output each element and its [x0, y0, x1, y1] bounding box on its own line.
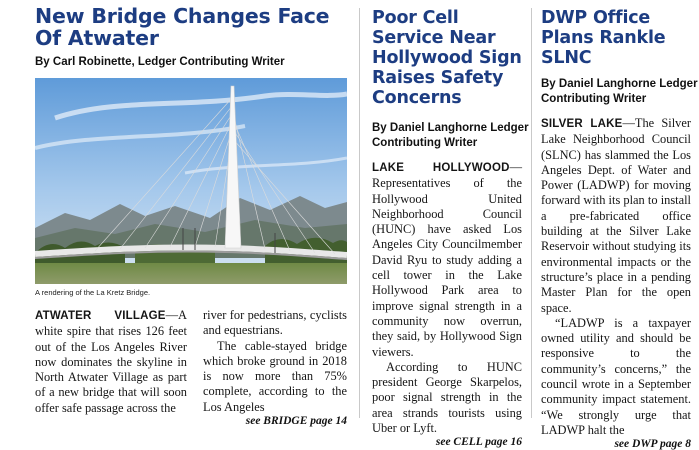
cell-text	[372, 160, 522, 448]
headline-cell[interactable]: Poor Cell Service Near Hollywood Sign Raises Safety Concerns	[372, 8, 522, 108]
byline-dwp: By Daniel Langhorne Ledger Contributing Writer	[541, 78, 698, 105]
bridge-text-column-2	[203, 308, 347, 427]
bridge-paragraph-1	[35, 308, 187, 416]
jump-link-bridge[interactable]: see BRIDGE page 14	[245, 415, 347, 428]
dateline-atwater: ATWATER VILLAGE	[35, 310, 166, 322]
bridge-rendering-image	[35, 78, 347, 284]
bridge-paragraph-1-text: —A white spire that rises 126 feet out of the Los Angeles River now dominates the skyline in North Atwater Village as part of a new bridge that will soon offer safe passage across the	[35, 308, 187, 415]
headline-bridge[interactable]: New Bridge Changes Face Of Atwater	[35, 4, 330, 50]
cell-paragraph-2: According to HUNC president George Skarpelos, poor signal strength in the area strands tourists using Uber or Lyft.	[372, 359, 522, 436]
dwp-paragraph-1-text: —The Silver Lake Neighborhood Council (SLNC) has slammed the Los Angeles Dept. of Water and Power (LADWP) for moving forward with its plan to install a pre-fabricated office building at the Silver Lake Reservoir without studying its environmental impacts or the structure’s place in a pending Master Plan for the open space.	[541, 116, 691, 315]
jump-link-dwp[interactable]: see DWP page 8	[614, 438, 691, 450]
dwp-text	[541, 116, 691, 450]
headline-dwp[interactable]: DWP Office Plans Rankle SLNC	[541, 8, 666, 68]
jump-link-cell[interactable]: see CELL page 16	[435, 436, 522, 449]
bridge-paragraph-2: The cable-stayed bridge which broke ground in 2018 is now more than 75% complete, according to the Los Angeles	[203, 338, 347, 414]
column-divider	[359, 8, 360, 418]
photo-caption: A rendering of the La Kretz Bridge.	[35, 288, 151, 297]
cell-paragraph-1	[372, 160, 522, 360]
byline-cell: By Daniel Langhorne Ledger Contributing Writer	[372, 122, 529, 149]
bridge-paragraph-1-continued: river for pedestrians, cyclists and equestrians.	[203, 308, 347, 338]
bridge-text-column-1	[35, 308, 187, 416]
byline-bridge: By Carl Robinette, Ledger Contributing Writer	[35, 56, 285, 68]
dateline-lake-hollywood: LAKE HOLLYWOOD	[372, 162, 510, 174]
dateline-silver-lake: SILVER LAKE	[541, 118, 623, 130]
dwp-paragraph-2: “LADWP is a taxpayer owned utility and should be responsive to the community’s concerns,” the council wrote in a September community impact statement. “We strongly urge that LADWP halt the	[541, 315, 691, 437]
bridge-photo	[35, 78, 347, 284]
dwp-paragraph-1	[541, 116, 691, 316]
column-divider	[531, 8, 532, 418]
cell-paragraph-1-text: —Representatives of the Hollywood United Neighborhood Council (HUNC) have asked Los Angeles City Councilmember David Ryu to study adding a cell tower in the Lake Hollywood Park area to improve signal strength in a community now overrun, they said, by Hollywood Sign viewers.	[372, 160, 522, 359]
